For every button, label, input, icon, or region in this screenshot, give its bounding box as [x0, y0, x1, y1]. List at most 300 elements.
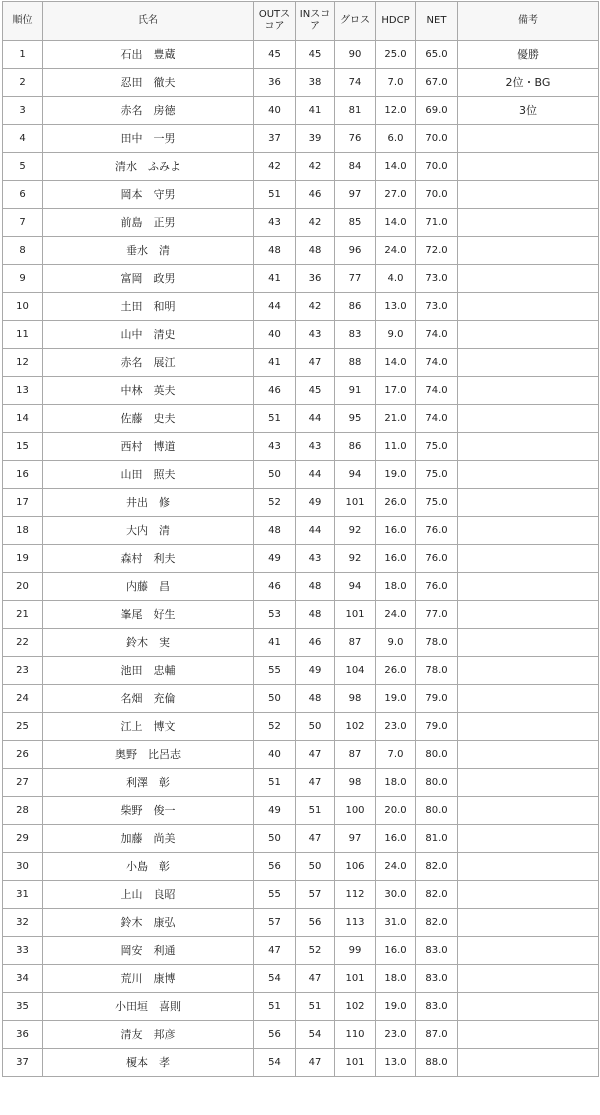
net-cell: 81.0 — [416, 825, 458, 853]
note-cell: 3位 — [458, 97, 599, 125]
in-score-cell: 51 — [296, 797, 335, 825]
note-cell — [458, 349, 599, 377]
table-row — [3, 153, 599, 181]
rank-cell: 34 — [3, 965, 43, 993]
name-cell: 岡安 利通 — [43, 937, 254, 965]
hdcp-cell: 17.0 — [376, 377, 416, 405]
gross-cell: 88 — [335, 349, 376, 377]
table-row — [3, 405, 599, 433]
out-score-cell: 48 — [254, 237, 296, 265]
table-row — [3, 573, 599, 601]
name-cell: 鈴木 実 — [43, 629, 254, 657]
out-score-cell: 46 — [254, 377, 296, 405]
gross-cell: 96 — [335, 237, 376, 265]
note-cell — [458, 685, 599, 713]
table-row — [3, 433, 599, 461]
out-score-cell: 51 — [254, 405, 296, 433]
net-cell: 70.0 — [416, 153, 458, 181]
table-row — [3, 209, 599, 237]
table-row — [3, 601, 599, 629]
table-row — [3, 965, 599, 993]
in-score-cell: 57 — [296, 881, 335, 909]
out-score-cell: 40 — [254, 97, 296, 125]
in-score-cell: 56 — [296, 909, 335, 937]
in-score-cell: 43 — [296, 433, 335, 461]
gross-cell: 91 — [335, 377, 376, 405]
hdcp-cell: 12.0 — [376, 97, 416, 125]
hdcp-cell: 24.0 — [376, 601, 416, 629]
note-cell — [458, 181, 599, 209]
rank-cell: 21 — [3, 601, 43, 629]
rank-cell: 14 — [3, 405, 43, 433]
out-score-cell: 47 — [254, 937, 296, 965]
net-cell: 65.0 — [416, 41, 458, 69]
name-cell: 柴野 俊一 — [43, 797, 254, 825]
rank-cell: 28 — [3, 797, 43, 825]
hdcp-cell: 18.0 — [376, 769, 416, 797]
hdcp-cell: 19.0 — [376, 461, 416, 489]
name-cell: 荒川 康博 — [43, 965, 254, 993]
table-row — [3, 1049, 599, 1077]
in-score-cell: 47 — [296, 825, 335, 853]
name-cell: 小田垣 喜則 — [43, 993, 254, 1021]
in-score-cell: 36 — [296, 265, 335, 293]
header-note: 備考 — [458, 2, 599, 41]
out-score-cell: 40 — [254, 321, 296, 349]
table-row — [3, 769, 599, 797]
header-gross: グロス — [335, 2, 376, 41]
name-cell: 富岡 政男 — [43, 265, 254, 293]
in-score-cell: 48 — [296, 573, 335, 601]
rank-cell: 25 — [3, 713, 43, 741]
table-row — [3, 265, 599, 293]
net-cell: 71.0 — [416, 209, 458, 237]
note-cell — [458, 293, 599, 321]
name-cell: 森村 利夫 — [43, 545, 254, 573]
name-cell: 内藤 昌 — [43, 573, 254, 601]
hdcp-cell: 31.0 — [376, 909, 416, 937]
in-score-cell: 48 — [296, 685, 335, 713]
hdcp-cell: 7.0 — [376, 69, 416, 97]
hdcp-cell: 27.0 — [376, 181, 416, 209]
table-row — [3, 517, 599, 545]
hdcp-cell: 23.0 — [376, 1021, 416, 1049]
gross-cell: 87 — [335, 741, 376, 769]
note-cell — [458, 601, 599, 629]
note-cell — [458, 1021, 599, 1049]
rank-cell: 19 — [3, 545, 43, 573]
note-cell — [458, 265, 599, 293]
header-rank: 順位 — [3, 2, 43, 41]
rank-cell: 32 — [3, 909, 43, 937]
note-cell — [458, 405, 599, 433]
name-cell: 清水 ふみよ — [43, 153, 254, 181]
rank-cell: 37 — [3, 1049, 43, 1077]
in-score-cell: 47 — [296, 349, 335, 377]
in-score-cell: 46 — [296, 181, 335, 209]
net-cell: 74.0 — [416, 377, 458, 405]
note-cell — [458, 881, 599, 909]
hdcp-cell: 19.0 — [376, 685, 416, 713]
name-cell: 井出 修 — [43, 489, 254, 517]
header-row — [3, 2, 599, 41]
note-cell — [458, 489, 599, 517]
net-cell: 83.0 — [416, 993, 458, 1021]
in-score-cell: 39 — [296, 125, 335, 153]
out-score-cell: 52 — [254, 713, 296, 741]
net-cell: 75.0 — [416, 489, 458, 517]
name-cell: 中林 英夫 — [43, 377, 254, 405]
table-row — [3, 741, 599, 769]
rank-cell: 13 — [3, 377, 43, 405]
gross-cell: 102 — [335, 713, 376, 741]
out-score-cell: 37 — [254, 125, 296, 153]
name-cell: 岡本 守男 — [43, 181, 254, 209]
in-score-cell: 46 — [296, 629, 335, 657]
note-cell — [458, 853, 599, 881]
out-score-cell: 42 — [254, 153, 296, 181]
rank-cell: 27 — [3, 769, 43, 797]
gross-cell: 74 — [335, 69, 376, 97]
note-cell — [458, 237, 599, 265]
table-row — [3, 377, 599, 405]
net-cell: 76.0 — [416, 545, 458, 573]
out-score-cell: 40 — [254, 741, 296, 769]
gross-cell: 84 — [335, 153, 376, 181]
hdcp-cell: 14.0 — [376, 209, 416, 237]
header-in-score: INスコア — [296, 2, 335, 41]
name-cell: 小島 彰 — [43, 853, 254, 881]
header-out-score: OUTスコア — [254, 2, 296, 41]
header-name: 氏名 — [43, 2, 254, 41]
gross-cell: 95 — [335, 405, 376, 433]
gross-cell: 101 — [335, 601, 376, 629]
hdcp-cell: 20.0 — [376, 797, 416, 825]
in-score-cell: 42 — [296, 153, 335, 181]
rank-cell: 3 — [3, 97, 43, 125]
name-cell: 田中 一男 — [43, 125, 254, 153]
gross-cell: 92 — [335, 517, 376, 545]
gross-cell: 76 — [335, 125, 376, 153]
note-cell — [458, 993, 599, 1021]
name-cell: 山田 照夫 — [43, 461, 254, 489]
gross-cell: 112 — [335, 881, 376, 909]
rank-cell: 17 — [3, 489, 43, 517]
net-cell: 82.0 — [416, 853, 458, 881]
table-row — [3, 993, 599, 1021]
in-score-cell: 47 — [296, 965, 335, 993]
note-cell — [458, 517, 599, 545]
header-hdcp: HDCP — [376, 2, 416, 41]
net-cell: 75.0 — [416, 433, 458, 461]
out-score-cell: 41 — [254, 629, 296, 657]
hdcp-cell: 30.0 — [376, 881, 416, 909]
hdcp-cell: 13.0 — [376, 293, 416, 321]
net-cell: 73.0 — [416, 293, 458, 321]
note-cell — [458, 545, 599, 573]
name-cell: 西村 博道 — [43, 433, 254, 461]
note-cell — [458, 657, 599, 685]
net-cell: 78.0 — [416, 657, 458, 685]
gross-cell: 87 — [335, 629, 376, 657]
in-score-cell: 38 — [296, 69, 335, 97]
out-score-cell: 41 — [254, 349, 296, 377]
out-score-cell: 56 — [254, 853, 296, 881]
out-score-cell: 46 — [254, 573, 296, 601]
gross-cell: 104 — [335, 657, 376, 685]
net-cell: 83.0 — [416, 937, 458, 965]
note-cell — [458, 321, 599, 349]
gross-cell: 101 — [335, 1049, 376, 1077]
table-row — [3, 937, 599, 965]
name-cell: 垂水 清 — [43, 237, 254, 265]
hdcp-cell: 14.0 — [376, 153, 416, 181]
gross-cell: 92 — [335, 545, 376, 573]
in-score-cell: 44 — [296, 517, 335, 545]
hdcp-cell: 25.0 — [376, 41, 416, 69]
table-row — [3, 713, 599, 741]
hdcp-cell: 18.0 — [376, 573, 416, 601]
gross-cell: 98 — [335, 685, 376, 713]
net-cell: 79.0 — [416, 685, 458, 713]
net-cell: 88.0 — [416, 1049, 458, 1077]
note-cell — [458, 1049, 599, 1077]
out-score-cell: 54 — [254, 1049, 296, 1077]
name-cell: 利澤 彰 — [43, 769, 254, 797]
table-row — [3, 1021, 599, 1049]
table-row — [3, 825, 599, 853]
net-cell: 78.0 — [416, 629, 458, 657]
note-cell — [458, 153, 599, 181]
rank-cell: 24 — [3, 685, 43, 713]
net-cell: 82.0 — [416, 909, 458, 937]
table-row — [3, 181, 599, 209]
in-score-cell: 52 — [296, 937, 335, 965]
out-score-cell: 44 — [254, 293, 296, 321]
table-row — [3, 629, 599, 657]
rank-cell: 11 — [3, 321, 43, 349]
note-cell — [458, 741, 599, 769]
table-row — [3, 881, 599, 909]
net-cell: 80.0 — [416, 797, 458, 825]
gross-cell: 90 — [335, 41, 376, 69]
rank-cell: 2 — [3, 69, 43, 97]
out-score-cell: 57 — [254, 909, 296, 937]
name-cell: 池田 忠輔 — [43, 657, 254, 685]
rank-cell: 33 — [3, 937, 43, 965]
out-score-cell: 49 — [254, 545, 296, 573]
gross-cell: 106 — [335, 853, 376, 881]
hdcp-cell: 24.0 — [376, 237, 416, 265]
rank-cell: 4 — [3, 125, 43, 153]
in-score-cell: 48 — [296, 601, 335, 629]
in-score-cell: 47 — [296, 741, 335, 769]
rank-cell: 23 — [3, 657, 43, 685]
table-row — [3, 545, 599, 573]
in-score-cell: 43 — [296, 321, 335, 349]
note-cell — [458, 713, 599, 741]
out-score-cell: 49 — [254, 797, 296, 825]
note-cell — [458, 769, 599, 797]
rank-cell: 36 — [3, 1021, 43, 1049]
table-row — [3, 797, 599, 825]
rank-cell: 10 — [3, 293, 43, 321]
hdcp-cell: 18.0 — [376, 965, 416, 993]
in-score-cell: 43 — [296, 545, 335, 573]
gross-cell: 81 — [335, 97, 376, 125]
gross-cell: 94 — [335, 461, 376, 489]
in-score-cell: 47 — [296, 1049, 335, 1077]
net-cell: 80.0 — [416, 769, 458, 797]
net-cell: 82.0 — [416, 881, 458, 909]
name-cell: 江上 博文 — [43, 713, 254, 741]
hdcp-cell: 7.0 — [376, 741, 416, 769]
name-cell: 鈴木 康弘 — [43, 909, 254, 937]
gross-cell: 85 — [335, 209, 376, 237]
rank-cell: 9 — [3, 265, 43, 293]
out-score-cell: 55 — [254, 657, 296, 685]
note-cell — [458, 461, 599, 489]
gross-cell: 97 — [335, 181, 376, 209]
table-row — [3, 125, 599, 153]
hdcp-cell: 6.0 — [376, 125, 416, 153]
gross-cell: 101 — [335, 489, 376, 517]
rank-cell: 7 — [3, 209, 43, 237]
in-score-cell: 44 — [296, 461, 335, 489]
net-cell: 74.0 — [416, 349, 458, 377]
out-score-cell: 51 — [254, 181, 296, 209]
name-cell: 大内 清 — [43, 517, 254, 545]
hdcp-cell: 26.0 — [376, 489, 416, 517]
name-cell: 佐藤 史夫 — [43, 405, 254, 433]
net-cell: 69.0 — [416, 97, 458, 125]
hdcp-cell: 21.0 — [376, 405, 416, 433]
rank-cell: 8 — [3, 237, 43, 265]
in-score-cell: 44 — [296, 405, 335, 433]
rank-cell: 26 — [3, 741, 43, 769]
net-cell: 70.0 — [416, 181, 458, 209]
gross-cell: 101 — [335, 965, 376, 993]
in-score-cell: 42 — [296, 293, 335, 321]
table-row — [3, 321, 599, 349]
name-cell: 前島 正男 — [43, 209, 254, 237]
table-row — [3, 685, 599, 713]
table-row — [3, 461, 599, 489]
gross-cell: 113 — [335, 909, 376, 937]
note-cell — [458, 125, 599, 153]
note-cell: 優勝 — [458, 41, 599, 69]
name-cell: 加藤 尚美 — [43, 825, 254, 853]
name-cell: 名畑 充倫 — [43, 685, 254, 713]
note-cell — [458, 433, 599, 461]
gross-cell: 97 — [335, 825, 376, 853]
header-net: NET — [416, 2, 458, 41]
name-cell: 土田 和明 — [43, 293, 254, 321]
rank-cell: 15 — [3, 433, 43, 461]
rank-cell: 16 — [3, 461, 43, 489]
rank-cell: 22 — [3, 629, 43, 657]
note-cell — [458, 825, 599, 853]
out-score-cell: 45 — [254, 41, 296, 69]
in-score-cell: 45 — [296, 41, 335, 69]
rank-cell: 12 — [3, 349, 43, 377]
rank-cell: 29 — [3, 825, 43, 853]
table-header — [3, 2, 599, 41]
net-cell: 70.0 — [416, 125, 458, 153]
table-row — [3, 489, 599, 517]
in-score-cell: 42 — [296, 209, 335, 237]
rank-cell: 1 — [3, 41, 43, 69]
table-row — [3, 657, 599, 685]
table-row — [3, 237, 599, 265]
out-score-cell: 56 — [254, 1021, 296, 1049]
in-score-cell: 50 — [296, 853, 335, 881]
net-cell: 72.0 — [416, 237, 458, 265]
name-cell: 忍田 徹夫 — [43, 69, 254, 97]
out-score-cell: 50 — [254, 461, 296, 489]
name-cell: 奥野 比呂志 — [43, 741, 254, 769]
out-score-cell: 50 — [254, 685, 296, 713]
in-score-cell: 45 — [296, 377, 335, 405]
gross-cell: 98 — [335, 769, 376, 797]
out-score-cell: 54 — [254, 965, 296, 993]
gross-cell: 83 — [335, 321, 376, 349]
in-score-cell: 48 — [296, 237, 335, 265]
in-score-cell: 49 — [296, 489, 335, 517]
rank-cell: 6 — [3, 181, 43, 209]
note-cell — [458, 629, 599, 657]
out-score-cell: 53 — [254, 601, 296, 629]
note-cell — [458, 937, 599, 965]
name-cell: 山中 清史 — [43, 321, 254, 349]
out-score-cell: 43 — [254, 209, 296, 237]
hdcp-cell: 13.0 — [376, 1049, 416, 1077]
name-cell: 上山 良昭 — [43, 881, 254, 909]
in-score-cell: 50 — [296, 713, 335, 741]
name-cell: 石出 豊蔵 — [43, 41, 254, 69]
out-score-cell: 51 — [254, 993, 296, 1021]
net-cell: 73.0 — [416, 265, 458, 293]
rank-cell: 31 — [3, 881, 43, 909]
hdcp-cell: 26.0 — [376, 657, 416, 685]
note-cell — [458, 909, 599, 937]
hdcp-cell: 16.0 — [376, 545, 416, 573]
net-cell: 83.0 — [416, 965, 458, 993]
table-body — [3, 41, 599, 1077]
name-cell: 赤名 房徳 — [43, 97, 254, 125]
hdcp-cell: 16.0 — [376, 517, 416, 545]
hdcp-cell: 19.0 — [376, 993, 416, 1021]
table-row — [3, 41, 599, 69]
out-score-cell: 52 — [254, 489, 296, 517]
net-cell: 76.0 — [416, 517, 458, 545]
net-cell: 77.0 — [416, 601, 458, 629]
hdcp-cell: 16.0 — [376, 937, 416, 965]
gross-cell: 99 — [335, 937, 376, 965]
hdcp-cell: 9.0 — [376, 629, 416, 657]
in-score-cell: 54 — [296, 1021, 335, 1049]
table-row — [3, 293, 599, 321]
hdcp-cell: 4.0 — [376, 265, 416, 293]
name-cell: 峯尾 好生 — [43, 601, 254, 629]
table-row — [3, 69, 599, 97]
note-cell — [458, 377, 599, 405]
net-cell: 74.0 — [416, 321, 458, 349]
gross-cell: 102 — [335, 993, 376, 1021]
table-row — [3, 349, 599, 377]
name-cell: 赤名 展江 — [43, 349, 254, 377]
out-score-cell: 41 — [254, 265, 296, 293]
